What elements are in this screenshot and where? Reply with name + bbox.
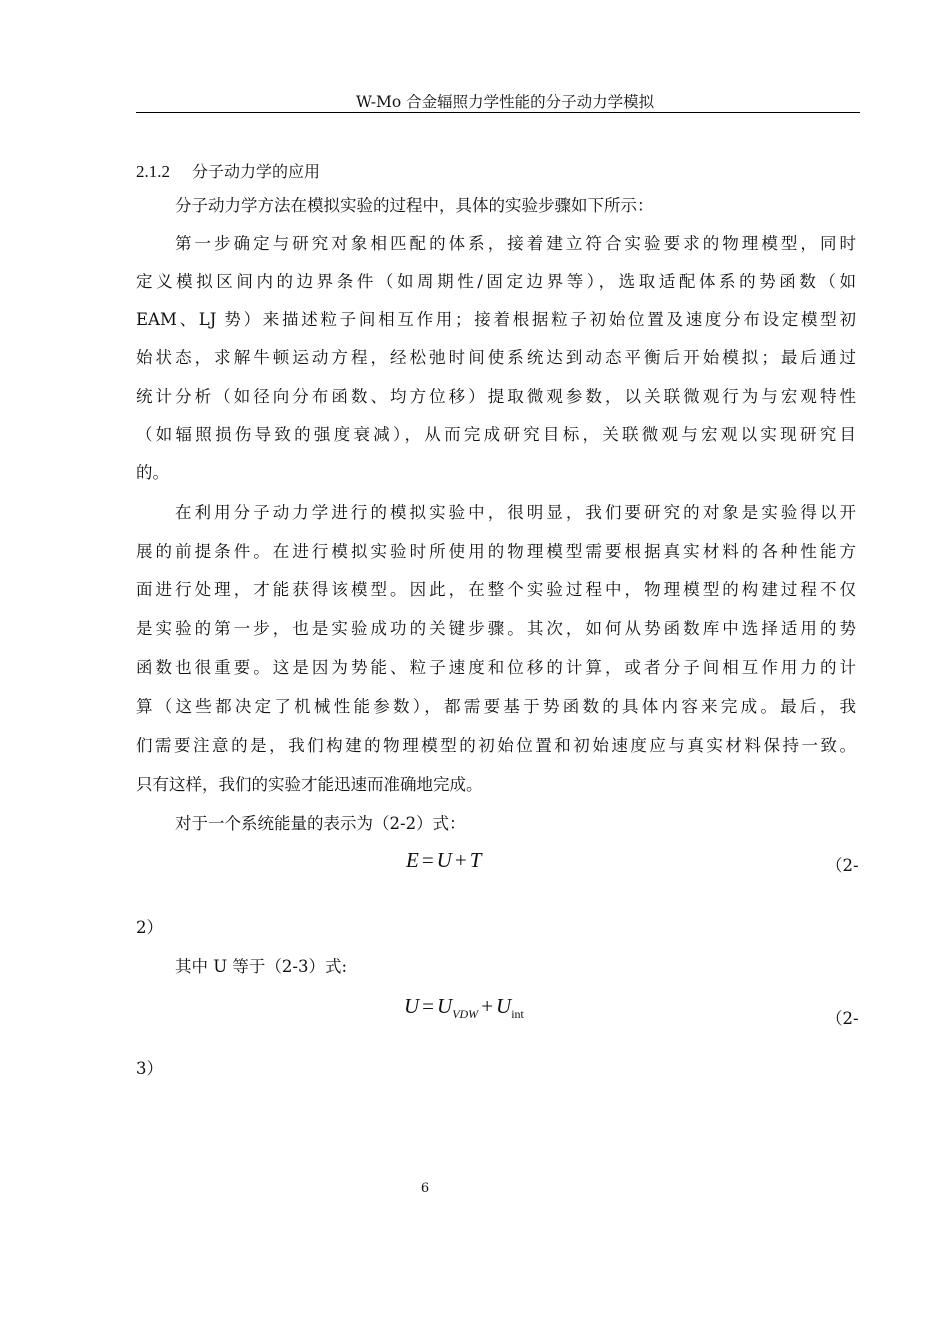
equation-number-part: 3） bbox=[136, 1059, 163, 1078]
equation-number-part: 2） bbox=[136, 918, 163, 937]
paragraph-2-line: 第一步确定与研究对象相匹配的体系，接着建立符合实验要求的物理模型，同时 bbox=[175, 234, 856, 253]
equation-2-2 bbox=[406, 846, 481, 874]
equation-symbol: T bbox=[469, 848, 482, 872]
section-number: 2.1.2 bbox=[136, 162, 170, 181]
header-title: W-Mo 合金辐照力学性能的分子动力学模拟 bbox=[356, 93, 655, 111]
equation-subscript: VDW bbox=[452, 1007, 479, 1021]
paragraph-3-line: 展的前提条件。在进行模拟实验时所使用的物理模型需要根据真实材料的各种性能方 bbox=[136, 542, 856, 561]
equation-symbol: U bbox=[496, 994, 512, 1018]
equation-subscript: int bbox=[511, 1007, 524, 1021]
equation-number-part: （2- bbox=[826, 856, 859, 875]
paragraph-3-line: 只有这样，我们的实验才能迅速而准确地完成。 bbox=[136, 775, 483, 794]
paragraph-3-line: 在利用分子动力学进行的模拟实验中，很明显，我们要研究的对象是实验得以开 bbox=[175, 503, 856, 522]
equation-symbol: E bbox=[406, 848, 419, 872]
paragraph-1-line: 分子动力学方法在模拟实验的过程中，具体的实验步骤如下所示： bbox=[175, 196, 654, 215]
equation-2-3 bbox=[404, 992, 524, 1028]
equation-operator: = bbox=[421, 848, 434, 872]
paragraph-3-line: 算（这些都决定了机械性能参数），都需要基于势函数的具体内容来完成。最后，我 bbox=[136, 697, 856, 716]
equation-symbol: U bbox=[436, 848, 452, 872]
paragraph-2-line: EAM、LJ 势）来描述粒子间相互作用；接着根据粒子初始位置及速度分布设定模型初 bbox=[136, 310, 856, 329]
paragraph-2-line: （如辐照损伤导致的强度衰减），从而完成研究目标，关联微观与宏观以实现研究目 bbox=[136, 425, 856, 444]
paragraph-3-line: 函数也很重要。这是因为势能、粒子速度和位移的计算，或者分子间相互作用力的计 bbox=[136, 658, 856, 677]
section-heading bbox=[136, 160, 320, 184]
paragraph-5-line: 其中 U 等于（2-3）式: bbox=[175, 957, 348, 976]
paragraph-4-line: 对于一个系统能量的表示为（2-2）式： bbox=[175, 814, 466, 833]
paragraph-3-line: 面进行处理，才能获得该模型。因此，在整个实验过程中，物理模型的构建过程不仅 bbox=[136, 580, 856, 599]
equation-symbol: U bbox=[437, 994, 453, 1018]
equation-operator: = bbox=[422, 994, 435, 1018]
paragraph-2-line: 始状态，求解牛顿运动方程，经松弛时间使系统达到动态平衡后开始模拟；最后通过 bbox=[136, 348, 856, 367]
paragraph-3-line: 们需要注意的是，我们构建的物理模型的初始位置和初始速度应与真实材料保持一致。 bbox=[136, 736, 856, 755]
section-title: 分子动力学的应用 bbox=[192, 162, 321, 181]
equation-symbol: U bbox=[404, 994, 420, 1018]
equation-operator: + bbox=[481, 994, 494, 1018]
paragraph-2-line: 定义模拟区间内的边界条件（如周期性/固定边界等），选取适配体系的势函数（如 bbox=[136, 272, 856, 291]
page-number: 6 bbox=[420, 1181, 430, 1196]
equation-operator: + bbox=[454, 848, 467, 872]
paragraph-3-line: 是实验的第一步，也是实验成功的关键步骤。其次，如何从势函数库中选择适用的势 bbox=[136, 619, 856, 638]
paragraph-2-line: 统计分析（如径向分布函数、均方位移）提取微观参数，以关联微观行为与宏观特性 bbox=[136, 387, 856, 406]
running-header bbox=[136, 92, 860, 113]
equation-number-part: （2- bbox=[826, 1009, 859, 1028]
paragraph-2-line: 的。 bbox=[136, 463, 169, 482]
